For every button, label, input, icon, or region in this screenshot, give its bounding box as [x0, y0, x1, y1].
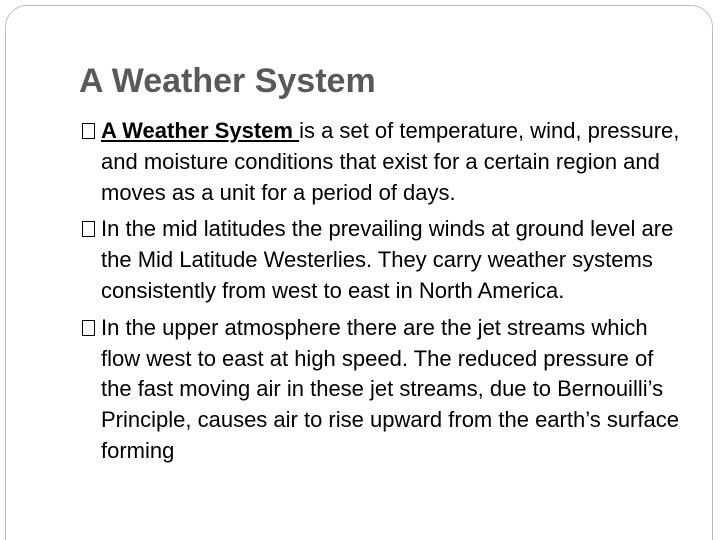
bullet-text: is a set of temperature, wind, pressure, and moisture conditions that exist for a certain region and moves as a unit for a period of days. [101, 118, 680, 205]
missing-glyph-box-icon [82, 221, 95, 237]
bullet-item [82, 313, 682, 467]
bullet-text: In the mid latitudes the prevailing winds at ground level are the Mid Latitude Westerlies. They carry weather systems consistently from west to east in North America. [101, 216, 674, 303]
bullet-item [82, 214, 682, 306]
bullet-text: In the upper atmosphere there are the jet streams which flow west to east at high speed. The reduced pressure of the fast moving air in these jet streams, due to Bernouilli’s Principle, causes air to rise upward from the earth’s surface forming [101, 314, 679, 463]
bullet-list [82, 116, 682, 473]
slide-title: A Weather System [79, 62, 376, 100]
missing-glyph-box-icon [82, 320, 95, 336]
bullet-item [82, 116, 682, 208]
defined-term: A Weather System [101, 118, 300, 143]
missing-glyph-box-icon [82, 123, 95, 139]
